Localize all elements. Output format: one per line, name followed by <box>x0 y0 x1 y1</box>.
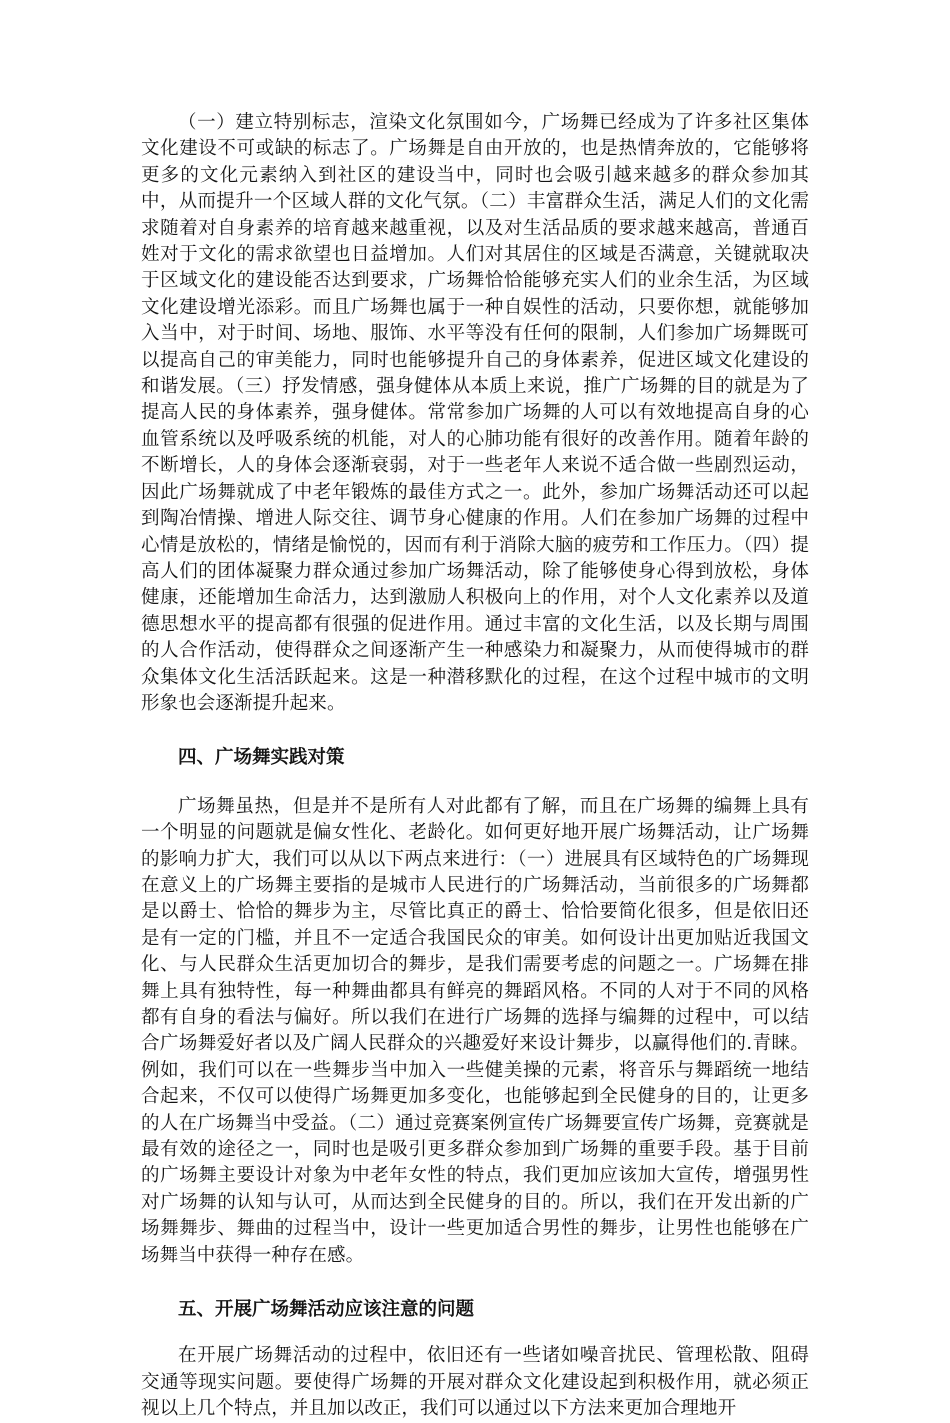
body-paragraph: 在开展广场舞活动的过程中，依旧还有一些诸如噪音扰民、管理松散、阻碍交通等现实问题。要使得广场舞的开展对群众文化建设起到积极作用，就必须正视以上几个特点，并且加以改正，我们可以通过以下方法来更加合理地开 <box>141 1345 809 1420</box>
section-heading: 四、广场舞实践对策 <box>178 747 345 769</box>
body-paragraph: 广场舞虽热，但是并不是所有人对此都有了解，而且在广场舞的编舞上具有一个明显的问题就是偏女性化、老龄化。如何更好地开展广场舞活动，让广场舞的影响力扩大，我们可以从以下两点来进行：（一）进展具有区域特色的广场舞现在意义上的广场舞主要指的是城市人民进行的广场舞活动，当前很多的广场舞都是以爵士、恰恰的舞步为主，尽管比真正的爵士、恰恰要简化很多，但是依旧还是有一定的门槛，并且不一定适合我国民众的审美。如何设计出更加贴近我国文化、与人民群众生活更加切合的舞步，是我们需要考虑的问题之一。广场舞在排舞上具有独特性，每一种舞曲都具有鲜亮的舞蹈风格。不同的人对于不同的风格都有自身的看法与偏好。所以我们在进行广场舞的选择与编舞的过程中，可以结合广场舞爱好者以及广阔人民群众的兴趣爱好来设计舞步，以赢得他们的.青睐。例如，我们可以在一些舞步当中加入一些健美操的元素，将音乐与舞蹈统一地结合起来，不仅可以使得广场舞更加多变化，也能够起到全民健身的目的，让更多的人在广场舞当中受益。（二）通过竞赛案例宣传广场舞要宣传广场舞，竞赛就是最有效的途径之一，同时也是吸引更多群众参加到广场舞的重要手段。基于目前的广场舞主要设计对象为中老年女性的特点，我们更加应该加大宣传，增强男性对广场舞的认知与认可，从而达到全民健身的目的。所以，我们在开发出新的广场舞舞步、舞曲的过程当中，设计一些更加适合男性的舞步，让男性也能够在广场舞当中获得一种存在感。 <box>141 795 809 1266</box>
section-heading: 五、开展广场舞活动应该注意的问题 <box>178 1299 475 1321</box>
body-paragraph: （一）建立特别标志，渲染文化氛围如今，广场舞已经成为了许多社区集体文化建设不可或缺的标志了。广场舞是自由开放的，也是热情奔放的，它能够将更多的文化元素纳入到社区的建设当中，同时也会吸引越来越多的群众参加其中，从而提升一个区域人群的文化气氛。（二）丰富群众生活，满足人们的文化需求随着对自身素养的培育越来越重视，以及对生活品质的要求越来越高，普通百姓对于文化的需求欲望也日益增加。人们对其居住的区域是否满意，关键就取决于区域文化的建设能否达到要求，广场舞恰恰能够充实人们的业余生活，为区域文化建设增光添彩。而且广场舞也属于一种自娱性的活动，只要你想，就能够加入当中，对于时间、场地、服饰、水平等没有任何的限制，人们参加广场舞既可以提高自己的审美能力，同时也能够提升自己的身体素养，促进区域文化建设的和谐发展。（三）抒发情感，强身健体从本质上来说，推广广场舞的目的就是为了提高人民的身体素养，强身健体。常常参加广场舞的人可以有效地提高自身的心血管系统以及呼吸系统的机能，对人的心肺功能有很好的改善作用。随着年龄的不断增长，人的身体会逐渐衰弱，对于一些老年人来说不适合做一些剧烈运动，因此广场舞就成了中老年锻炼的最佳方式之一。此外，参加广场舞活动还可以起到陶冶情操、增进人际交往、调节身心健康的作用。人们在参加广场舞的过程中心情是放松的，情绪是愉悦的，因而有利于消除大脑的疲劳和工作压力。（四）提高人们的团体凝聚力群众通过参加广场舞活动，除了能够使身心得到放松，身体健康，还能增加生命活力，达到激励人积极向上的作用，对个人文化素养以及道德思想水平的提高都有很强的促进作用。通过丰富的文化生活，以及长期与周围的人合作活动，使得群众之间逐渐产生一种感染力和凝聚力，从而使得城市的群众集体文化生活活跃起来。这是一种潜移默化的过程，在这个过程中城市的文明形象也会逐渐提升起来。 <box>141 112 809 714</box>
document-page <box>141 110 809 1423</box>
